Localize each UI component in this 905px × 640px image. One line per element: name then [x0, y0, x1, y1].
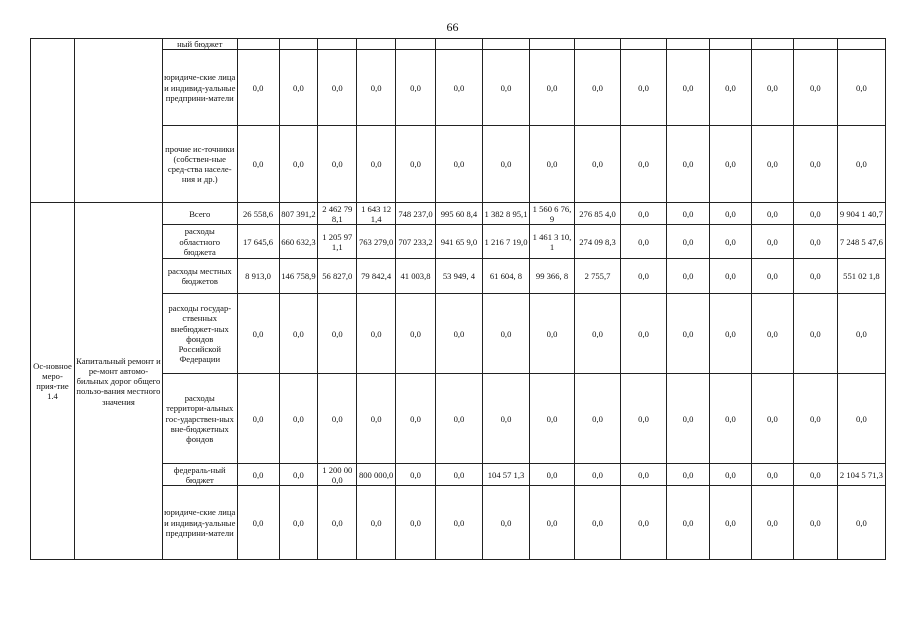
value-cell: 941 65 9,0 [435, 225, 482, 259]
value-cell: 276 85 4,0 [575, 203, 621, 225]
value-cell: 0,0 [396, 294, 436, 374]
value-cell: 7 248 5 47,6 [837, 225, 885, 259]
funding-source-cell: юридиче-ские лица и индивид-уальные предприни-матели [162, 486, 237, 560]
value-cell: 104 57 1,3 [482, 464, 529, 486]
value-cell: 0,0 [667, 294, 710, 374]
value-cell: 0,0 [575, 486, 621, 560]
value-cell: 0,0 [710, 225, 752, 259]
value-cell: 0,0 [435, 294, 482, 374]
value-cell: 0,0 [279, 486, 318, 560]
value-cell: 0,0 [435, 50, 482, 126]
value-cell: 995 60 8,4 [435, 203, 482, 225]
value-cell: 79 842,4 [357, 259, 396, 294]
value-cell [318, 39, 357, 50]
value-cell: 0,0 [435, 126, 482, 203]
table-row [31, 39, 886, 50]
value-cell: 0,0 [710, 294, 752, 374]
event-name-cell [74, 39, 162, 203]
value-cell: 0,0 [621, 225, 667, 259]
value-cell: 0,0 [793, 294, 837, 374]
value-cell: 0,0 [793, 464, 837, 486]
value-cell: 0,0 [435, 374, 482, 464]
value-cell: 0,0 [793, 203, 837, 225]
value-cell: 0,0 [357, 50, 396, 126]
value-cell: 0,0 [793, 259, 837, 294]
value-cell: 0,0 [357, 374, 396, 464]
value-cell: 0,0 [575, 294, 621, 374]
value-cell: 0,0 [318, 374, 357, 464]
value-cell: 0,0 [751, 126, 793, 203]
value-cell: 0,0 [751, 294, 793, 374]
value-cell: 0,0 [793, 126, 837, 203]
value-cell: 0,0 [530, 294, 575, 374]
value-cell: 0,0 [793, 486, 837, 560]
value-cell: 0,0 [710, 486, 752, 560]
value-cell: 0,0 [357, 126, 396, 203]
value-cell: 0,0 [318, 486, 357, 560]
value-cell: 0,0 [237, 464, 279, 486]
value-cell: 0,0 [279, 294, 318, 374]
value-cell: 800 000,0 [357, 464, 396, 486]
value-cell: 2 104 5 71,3 [837, 464, 885, 486]
value-cell: 146 758,9 [279, 259, 318, 294]
value-cell: 0,0 [318, 50, 357, 126]
value-cell: 0,0 [279, 464, 318, 486]
value-cell: 0,0 [435, 486, 482, 560]
value-cell: 0,0 [751, 486, 793, 560]
value-cell: 0,0 [575, 50, 621, 126]
value-cell: 0,0 [482, 486, 529, 560]
value-cell: 0,0 [710, 374, 752, 464]
value-cell: 0,0 [621, 486, 667, 560]
value-cell: 0,0 [621, 374, 667, 464]
value-cell: 0,0 [621, 50, 667, 126]
funding-source-cell: расходы областного бюджета [162, 225, 237, 259]
value-cell: 0,0 [575, 374, 621, 464]
funding-source-cell: расходы государ-ственных внебюджет-ных фондов Российской Федерации [162, 294, 237, 374]
value-cell: 0,0 [793, 225, 837, 259]
value-cell: 0,0 [396, 374, 436, 464]
value-cell: 763 279,0 [357, 225, 396, 259]
event-name-cell: Капитальный ремонт и ре-монт автомо-бильных дорог общего пользо-вания местного значения [74, 203, 162, 560]
value-cell: 2 755,7 [575, 259, 621, 294]
value-cell: 0,0 [279, 50, 318, 126]
value-cell: 1 216 7 19,0 [482, 225, 529, 259]
value-cell: 0,0 [751, 225, 793, 259]
value-cell: 1 200 000,0 [318, 464, 357, 486]
value-cell: 0,0 [751, 259, 793, 294]
funding-source-cell: юридиче-ские лица и индивид-уальные предприни-матели [162, 50, 237, 126]
value-cell: 0,0 [667, 374, 710, 464]
value-cell: 0,0 [482, 374, 529, 464]
value-cell: 0,0 [530, 374, 575, 464]
value-cell: 1 560 6 76,9 [530, 203, 575, 225]
value-cell: 0,0 [710, 203, 752, 225]
value-cell [575, 39, 621, 50]
value-cell: 0,0 [751, 464, 793, 486]
value-cell: 9 904 1 40,7 [837, 203, 885, 225]
value-cell: 0,0 [396, 486, 436, 560]
value-cell: 0,0 [318, 126, 357, 203]
value-cell: 8 913,0 [237, 259, 279, 294]
value-cell: 0,0 [530, 50, 575, 126]
value-cell: 0,0 [837, 486, 885, 560]
value-cell: 0,0 [667, 486, 710, 560]
value-cell: 53 949, 4 [435, 259, 482, 294]
event-label-cell: Ос-новное меро-прия-тие 1.4 [31, 203, 75, 560]
value-cell [435, 39, 482, 50]
value-cell: 0,0 [793, 50, 837, 126]
funding-source-cell: прочие ис-точники (собствен-ные сред-ства населе-ния и др.) [162, 126, 237, 203]
value-cell [793, 39, 837, 50]
table-body [31, 39, 886, 560]
value-cell: 0,0 [837, 126, 885, 203]
event-label-cell [31, 39, 75, 203]
value-cell: 0,0 [279, 126, 318, 203]
value-cell: 0,0 [621, 464, 667, 486]
value-cell: 0,0 [751, 50, 793, 126]
value-cell: 0,0 [837, 374, 885, 464]
value-cell: 0,0 [530, 464, 575, 486]
value-cell: 0,0 [237, 50, 279, 126]
value-cell: 0,0 [575, 126, 621, 203]
value-cell: 0,0 [357, 486, 396, 560]
value-cell: 0,0 [667, 225, 710, 259]
value-cell: 26 558,6 [237, 203, 279, 225]
value-cell: 0,0 [482, 126, 529, 203]
value-cell: 0,0 [751, 203, 793, 225]
value-cell: 0,0 [667, 464, 710, 486]
value-cell: 0,0 [751, 374, 793, 464]
value-cell: 0,0 [710, 50, 752, 126]
value-cell: 0,0 [318, 294, 357, 374]
value-cell: 0,0 [237, 126, 279, 203]
value-cell: 0,0 [710, 464, 752, 486]
value-cell: 0,0 [621, 259, 667, 294]
value-cell [396, 39, 436, 50]
value-cell: 2 462 798,1 [318, 203, 357, 225]
value-cell: 0,0 [396, 464, 436, 486]
value-cell: 0,0 [621, 126, 667, 203]
value-cell [837, 39, 885, 50]
funding-source-cell: федераль-ный бюджет [162, 464, 237, 486]
value-cell: 0,0 [530, 486, 575, 560]
value-cell: 0,0 [396, 126, 436, 203]
value-cell [357, 39, 396, 50]
value-cell [751, 39, 793, 50]
value-cell: 0,0 [667, 126, 710, 203]
value-cell: 0,0 [482, 294, 529, 374]
value-cell: 707 233,2 [396, 225, 436, 259]
funding-source-cell: Всего [162, 203, 237, 225]
funding-source-cell: расходы местных бюджетов [162, 259, 237, 294]
value-cell: 56 827,0 [318, 259, 357, 294]
table-row [31, 203, 886, 225]
value-cell [530, 39, 575, 50]
value-cell: 0,0 [237, 486, 279, 560]
page-number: 66 [446, 20, 459, 34]
value-cell: 0,0 [482, 50, 529, 126]
value-cell: 0,0 [237, 374, 279, 464]
value-cell: 1 382 8 95,1 [482, 203, 529, 225]
value-cell: 807 391,2 [279, 203, 318, 225]
value-cell: 748 237,0 [396, 203, 436, 225]
budget-table [30, 38, 886, 560]
value-cell [237, 39, 279, 50]
value-cell: 551 02 1,8 [837, 259, 885, 294]
value-cell: 0,0 [357, 294, 396, 374]
value-cell: 0,0 [237, 294, 279, 374]
value-cell: 1 205 971,1 [318, 225, 357, 259]
value-cell: 0,0 [396, 50, 436, 126]
value-cell [667, 39, 710, 50]
value-cell: 0,0 [667, 259, 710, 294]
value-cell: 0,0 [621, 203, 667, 225]
value-cell: 1 643 121,4 [357, 203, 396, 225]
value-cell [621, 39, 667, 50]
value-cell [710, 39, 752, 50]
value-cell: 0,0 [710, 126, 752, 203]
value-cell: 0,0 [837, 294, 885, 374]
value-cell: 0,0 [530, 126, 575, 203]
funding-source-cell: ный бюджет [162, 39, 237, 50]
value-cell: 99 366, 8 [530, 259, 575, 294]
funding-source-cell: расходы территори-альных гос-ударствен-ных вне-бюджетных фондов [162, 374, 237, 464]
value-cell [482, 39, 529, 50]
value-cell: 0,0 [621, 294, 667, 374]
value-cell: 1 461 3 10,1 [530, 225, 575, 259]
value-cell: 61 604, 8 [482, 259, 529, 294]
value-cell: 660 632,3 [279, 225, 318, 259]
value-cell: 0,0 [667, 203, 710, 225]
value-cell: 0,0 [793, 374, 837, 464]
value-cell: 0,0 [837, 50, 885, 126]
value-cell: 274 09 8,3 [575, 225, 621, 259]
value-cell: 0,0 [435, 464, 482, 486]
value-cell: 41 003,8 [396, 259, 436, 294]
value-cell [279, 39, 318, 50]
value-cell: 0,0 [575, 464, 621, 486]
value-cell: 0,0 [279, 374, 318, 464]
value-cell: 17 645,6 [237, 225, 279, 259]
value-cell: 0,0 [710, 259, 752, 294]
value-cell: 0,0 [667, 50, 710, 126]
